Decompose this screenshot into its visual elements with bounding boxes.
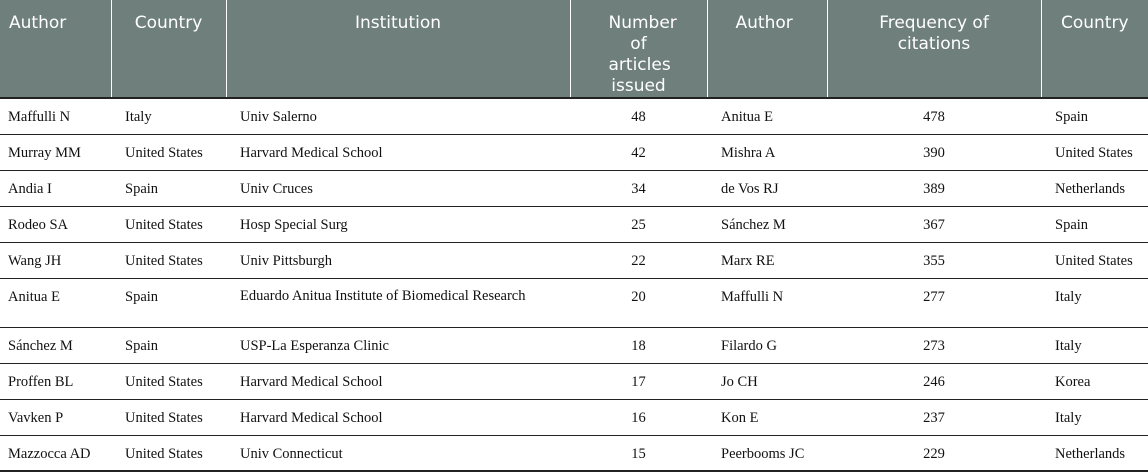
cell-cited-author: Filardo G <box>707 327 827 363</box>
cell-country: United States <box>111 134 226 170</box>
cell-citations-count: 367 <box>827 206 1041 242</box>
cell-institution: USP-La Esperanza Clinic <box>226 327 570 363</box>
cell-cited-author: Anitua E <box>707 98 827 134</box>
cell-cited-author: Sánchez M <box>707 206 827 242</box>
cell-articles-count: 48 <box>570 98 707 134</box>
cell-articles-count: 15 <box>570 435 707 471</box>
cell-institution: Univ Salerno <box>226 98 570 134</box>
cell-author: Mazzocca AD <box>0 435 111 471</box>
cell-author: Maffulli N <box>0 98 111 134</box>
header-cited-author: Author <box>707 0 827 98</box>
cell-author: Sánchez M <box>0 327 111 363</box>
cell-cited-country: Italy <box>1041 278 1148 327</box>
table-row <box>0 278 1148 327</box>
header-institution: Institution <box>226 0 570 98</box>
cell-articles-count: 42 <box>570 134 707 170</box>
cell-citations-count: 246 <box>827 363 1041 399</box>
cell-cited-country: Korea <box>1041 363 1148 399</box>
table-row <box>0 242 1148 278</box>
cell-country: Spain <box>111 327 226 363</box>
header-cited-country: Country <box>1041 0 1148 98</box>
cell-country: Spain <box>111 278 226 327</box>
cell-cited-country: Italy <box>1041 327 1148 363</box>
cell-cited-country: Italy <box>1041 399 1148 435</box>
cell-author: Andia I <box>0 170 111 206</box>
header-frequency-of-citations: Frequency of citations <box>827 0 1041 98</box>
cell-cited-author: de Vos RJ <box>707 170 827 206</box>
cell-institution: Eduardo Anitua Institute of Biomedical Research <box>226 278 570 327</box>
table-row <box>0 98 1148 134</box>
cell-institution: Harvard Medical School <box>226 399 570 435</box>
cell-articles-count: 20 <box>570 278 707 327</box>
cell-cited-country: Spain <box>1041 98 1148 134</box>
cell-country: United States <box>111 242 226 278</box>
cell-citations-count: 277 <box>827 278 1041 327</box>
table-row <box>0 170 1148 206</box>
table-body <box>0 98 1148 471</box>
cell-citations-count: 229 <box>827 435 1041 471</box>
cell-country: United States <box>111 399 226 435</box>
cell-country: United States <box>111 363 226 399</box>
table-row <box>0 363 1148 399</box>
cell-author: Rodeo SA <box>0 206 111 242</box>
cell-institution: Univ Connecticut <box>226 435 570 471</box>
cell-country: United States <box>111 435 226 471</box>
cell-cited-author: Marx RE <box>707 242 827 278</box>
cell-institution: Harvard Medical School <box>226 363 570 399</box>
cell-author: Vavken P <box>0 399 111 435</box>
cell-institution: Univ Pittsburgh <box>226 242 570 278</box>
header-number-of-articles: Number of articles issued <box>570 0 707 98</box>
cell-cited-country: United States <box>1041 134 1148 170</box>
cell-institution: Univ Cruces <box>226 170 570 206</box>
cell-cited-country: Netherlands <box>1041 170 1148 206</box>
cell-citations-count: 237 <box>827 399 1041 435</box>
cell-cited-country: United States <box>1041 242 1148 278</box>
cell-citations-count: 390 <box>827 134 1041 170</box>
table-row <box>0 435 1148 471</box>
cell-articles-count: 18 <box>570 327 707 363</box>
cell-author: Proffen BL <box>0 363 111 399</box>
cell-articles-count: 17 <box>570 363 707 399</box>
cell-articles-count: 22 <box>570 242 707 278</box>
cell-country: Spain <box>111 170 226 206</box>
table-row <box>0 134 1148 170</box>
cell-citations-count: 273 <box>827 327 1041 363</box>
cell-cited-author: Mishra A <box>707 134 827 170</box>
cell-author: Anitua E <box>0 278 111 327</box>
cell-articles-count: 16 <box>570 399 707 435</box>
cell-country: Italy <box>111 98 226 134</box>
table-header <box>0 0 1148 98</box>
cell-author: Murray MM <box>0 134 111 170</box>
cell-cited-author: Kon E <box>707 399 827 435</box>
cell-citations-count: 389 <box>827 170 1041 206</box>
cell-citations-count: 478 <box>827 98 1041 134</box>
table-row <box>0 399 1148 435</box>
cell-cited-country: Netherlands <box>1041 435 1148 471</box>
cell-cited-author: Peerbooms JC <box>707 435 827 471</box>
cell-author: Wang JH <box>0 242 111 278</box>
table-row <box>0 327 1148 363</box>
cell-institution: Harvard Medical School <box>226 134 570 170</box>
cell-cited-country: Spain <box>1041 206 1148 242</box>
cell-articles-count: 34 <box>570 170 707 206</box>
cell-country: United States <box>111 206 226 242</box>
cell-cited-author: Maffulli N <box>707 278 827 327</box>
header-country: Country <box>111 0 226 98</box>
cell-citations-count: 355 <box>827 242 1041 278</box>
cell-articles-count: 25 <box>570 206 707 242</box>
header-author: Author <box>0 0 111 98</box>
table-row <box>0 206 1148 242</box>
header-row <box>0 0 1148 98</box>
cell-cited-author: Jo CH <box>707 363 827 399</box>
cell-institution: Hosp Special Surg <box>226 206 570 242</box>
